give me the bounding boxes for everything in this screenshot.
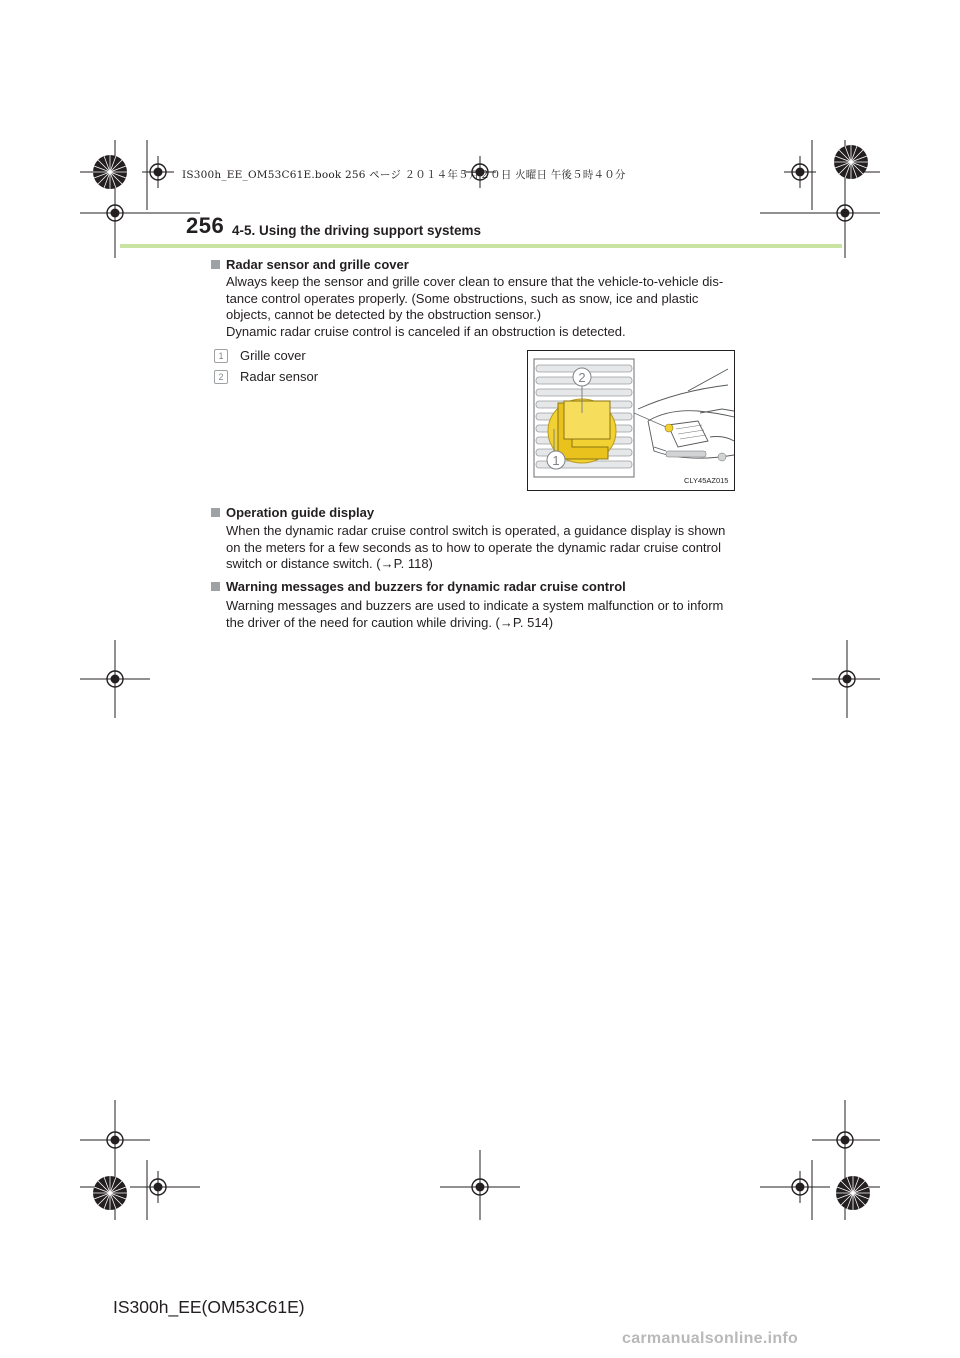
- header-rule: [120, 244, 842, 248]
- callout-number-badge: 1: [214, 349, 228, 363]
- text-line: Always keep the sensor and grille cover clean to ensure that the vehicle-to-vehicle dis-: [226, 274, 724, 289]
- page-number: 256: [186, 213, 225, 238]
- section-title: 4-5. Using the driving support systems: [232, 223, 482, 238]
- callout-2-label: 2: [578, 370, 586, 385]
- paragraph-radar: [226, 274, 746, 340]
- car-front: [638, 369, 734, 458]
- radar-sensor-illustration: [527, 350, 735, 491]
- heading-text: Warning messages and buzzers for dynamic radar cruise control: [226, 579, 626, 594]
- book-info: IS300h_EE_OM53C61E.book 256 ページ ２０１４年５月２０日 火曜日 午後５時４０分: [182, 169, 626, 181]
- manual-code: IS300h_EE(OM53C61E): [113, 1297, 305, 1317]
- square-bullet-icon: [211, 508, 220, 517]
- text-line: on the meters for a few seconds as to how to operate the dynamic radar cruise control: [226, 539, 721, 555]
- heading-text: Radar sensor and grille cover: [226, 257, 409, 272]
- text-line: switch or distance switch. (→P. 118): [226, 556, 433, 572]
- section-heading-radar: [211, 257, 409, 272]
- legend-item-grille-cover: [214, 348, 306, 363]
- text-line: When the dynamic radar cruise control switch is operated, a guidance display is shown: [226, 523, 726, 538]
- legend-label: Radar sensor: [240, 369, 319, 384]
- legend-item-radar-sensor: [214, 369, 318, 384]
- paragraph-warning-messages: [226, 598, 746, 631]
- section-heading-warning-messages: [211, 579, 626, 594]
- watermark: carmanualsonline.info: [622, 1330, 799, 1347]
- text-line: the driver of the need for caution while driving. (→P. 514): [226, 614, 554, 630]
- car-front-illustration: [528, 351, 734, 490]
- text-line: tance control operates properly. (Some obstructions, such as snow, ice and plastic: [226, 290, 699, 306]
- square-bullet-icon: [211, 260, 220, 269]
- square-bullet-icon: [211, 582, 220, 591]
- callout-1-label: 1: [552, 453, 560, 468]
- text-line: objects, cannot be detected by the obstruction sensor.): [226, 307, 542, 323]
- text-line: Warning messages and buzzers are used to indicate a system malfunction or to inform: [226, 598, 724, 613]
- figure-code: CLY45AZ015: [684, 476, 729, 485]
- callout-number-badge: 2: [214, 370, 228, 384]
- legend-label: Grille cover: [240, 348, 306, 363]
- text-line: Dynamic radar cruise control is canceled if an obstruction is detected.: [226, 323, 626, 339]
- section-heading-operation-guide: [211, 505, 374, 520]
- paragraph-operation-guide: [226, 523, 746, 573]
- heading-text: Operation guide display: [226, 505, 375, 520]
